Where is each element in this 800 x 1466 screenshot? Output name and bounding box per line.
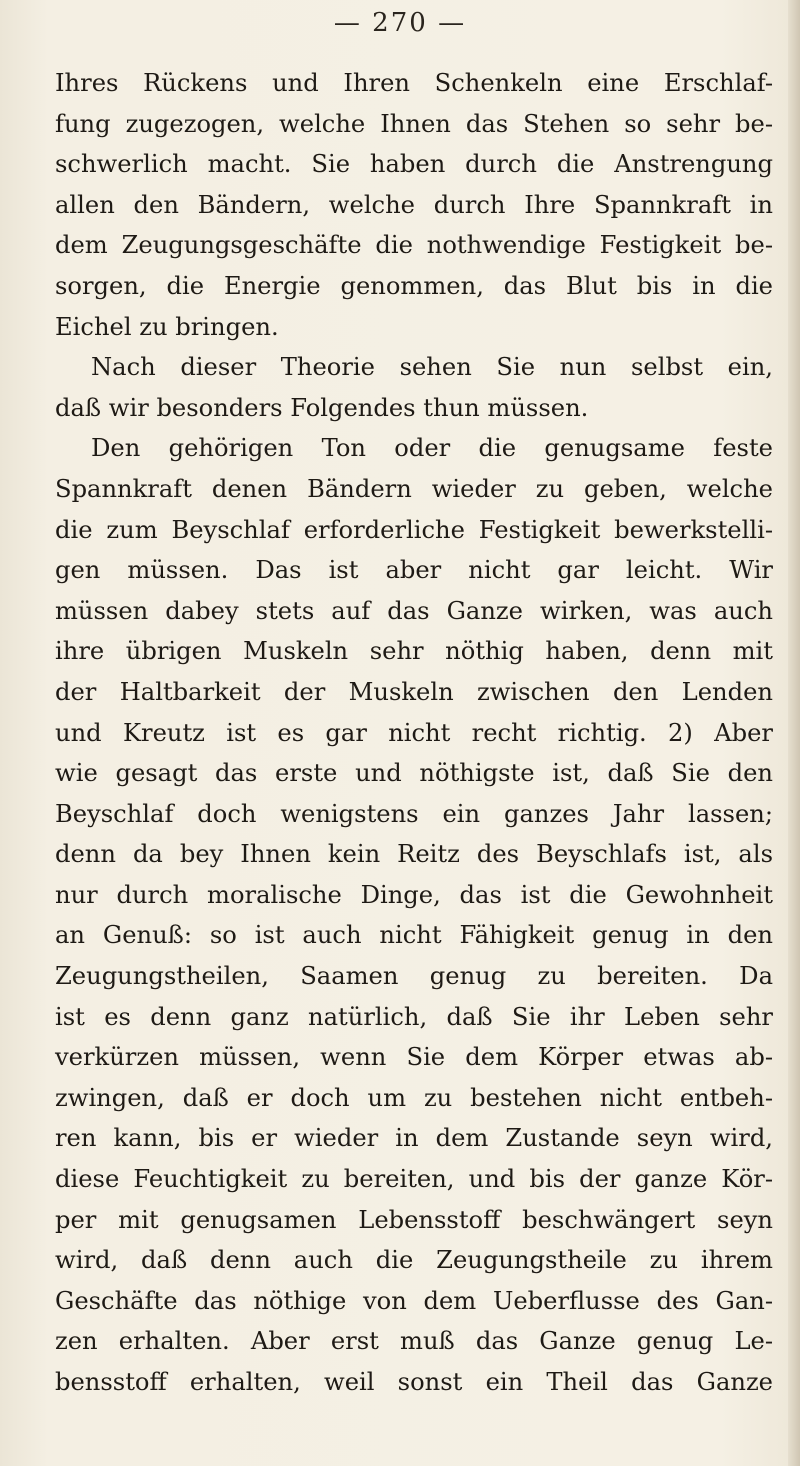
text-line: müssen dabey stets auf das Ganze wirken, was auch xyxy=(55,596,773,625)
text-line: an Genuß: so ist auch nicht Fähigkeit genug in den xyxy=(55,921,773,950)
text-line: Nach dieser Theorie sehen Sie nun selbst ein, xyxy=(91,353,773,382)
text-line: per mit genugsamen Lebensstoff beschwängert seyn xyxy=(55,1205,773,1234)
text-line: Spannkraft denen Bändern wieder zu geben, welche xyxy=(55,474,773,503)
text-line: allen den Bändern, welche durch Ihre Spannkraft in xyxy=(55,190,773,219)
text-line: Beyschlaf doch wenigstens ein ganzes Jahr lassen; xyxy=(55,799,773,828)
text-line: der Haltbarkeit der Muskeln zwischen den Lenden xyxy=(55,677,773,706)
text-line: diese Feuchtigkeit zu bereiten, und bis der ganze Kör- xyxy=(55,1165,773,1194)
text-line: schwerlich macht. Sie haben durch die Anstrengung xyxy=(55,150,773,179)
text-line: zen erhalten. Aber erst muß das Ganze genug Le- xyxy=(55,1327,773,1356)
text-line: die zum Beyschlaf erforderliche Festigkeit bewerkstelli- xyxy=(55,515,773,544)
text-line: Zeugungstheilen, Saamen genug zu bereiten. Da xyxy=(55,962,773,991)
text-line: gen müssen. Das ist aber nicht gar leicht. Wir xyxy=(55,556,773,585)
text-line: Geschäfte das nöthige von dem Ueberflusse des Gan- xyxy=(55,1286,773,1315)
text-line: und Kreutz ist es gar nicht recht richtig. 2) Aber xyxy=(55,718,773,747)
text-line: Ihres Rückens und Ihren Schenkeln eine Erschlaf- xyxy=(55,69,773,97)
text-line: bensstoff erhalten, weil sonst ein Theil das Ganze xyxy=(55,1368,773,1396)
text-line: fung zugezogen, welche Ihnen das Stehen so sehr be- xyxy=(55,109,773,138)
body-text xyxy=(55,63,773,1403)
text-line: daß wir besonders Folgendes thun müssen. xyxy=(55,393,589,422)
text-line: dem Zeugungsgeschäfte die nothwendige Festigkeit be- xyxy=(55,231,773,260)
text-line: ist es denn ganz natürlich, daß Sie ihr Leben sehr xyxy=(55,1002,773,1031)
text-line: verkürzen müssen, wenn Sie dem Körper etwas ab- xyxy=(55,1043,773,1072)
text-line: zwingen, daß er doch um zu bestehen nicht entbeh- xyxy=(55,1083,773,1112)
text-line: ihre übrigen Muskeln sehr nöthig haben, denn mit xyxy=(55,637,773,666)
text-line: Den gehörigen Ton oder die genugsame feste xyxy=(91,434,773,463)
text-line: wird, daß denn auch die Zeugungstheile zu ihrem xyxy=(55,1246,773,1275)
text-line: Eichel zu bringen. xyxy=(55,312,279,341)
text-line: nur durch moralische Dinge, das ist die Gewohnheit xyxy=(55,880,773,909)
text-line: wie gesagt das erste und nöthigste ist, daß Sie den xyxy=(55,759,773,788)
text-line: sorgen, die Energie genommen, das Blut bis in die xyxy=(55,271,773,300)
page-edge xyxy=(788,0,800,1466)
text-line: denn da bey Ihnen kein Reitz des Beyschlafs ist, als xyxy=(55,840,773,869)
page-number: — 270 — xyxy=(333,8,467,38)
text-line: ren kann, bis er wieder in dem Zustande seyn wird, xyxy=(55,1124,773,1153)
